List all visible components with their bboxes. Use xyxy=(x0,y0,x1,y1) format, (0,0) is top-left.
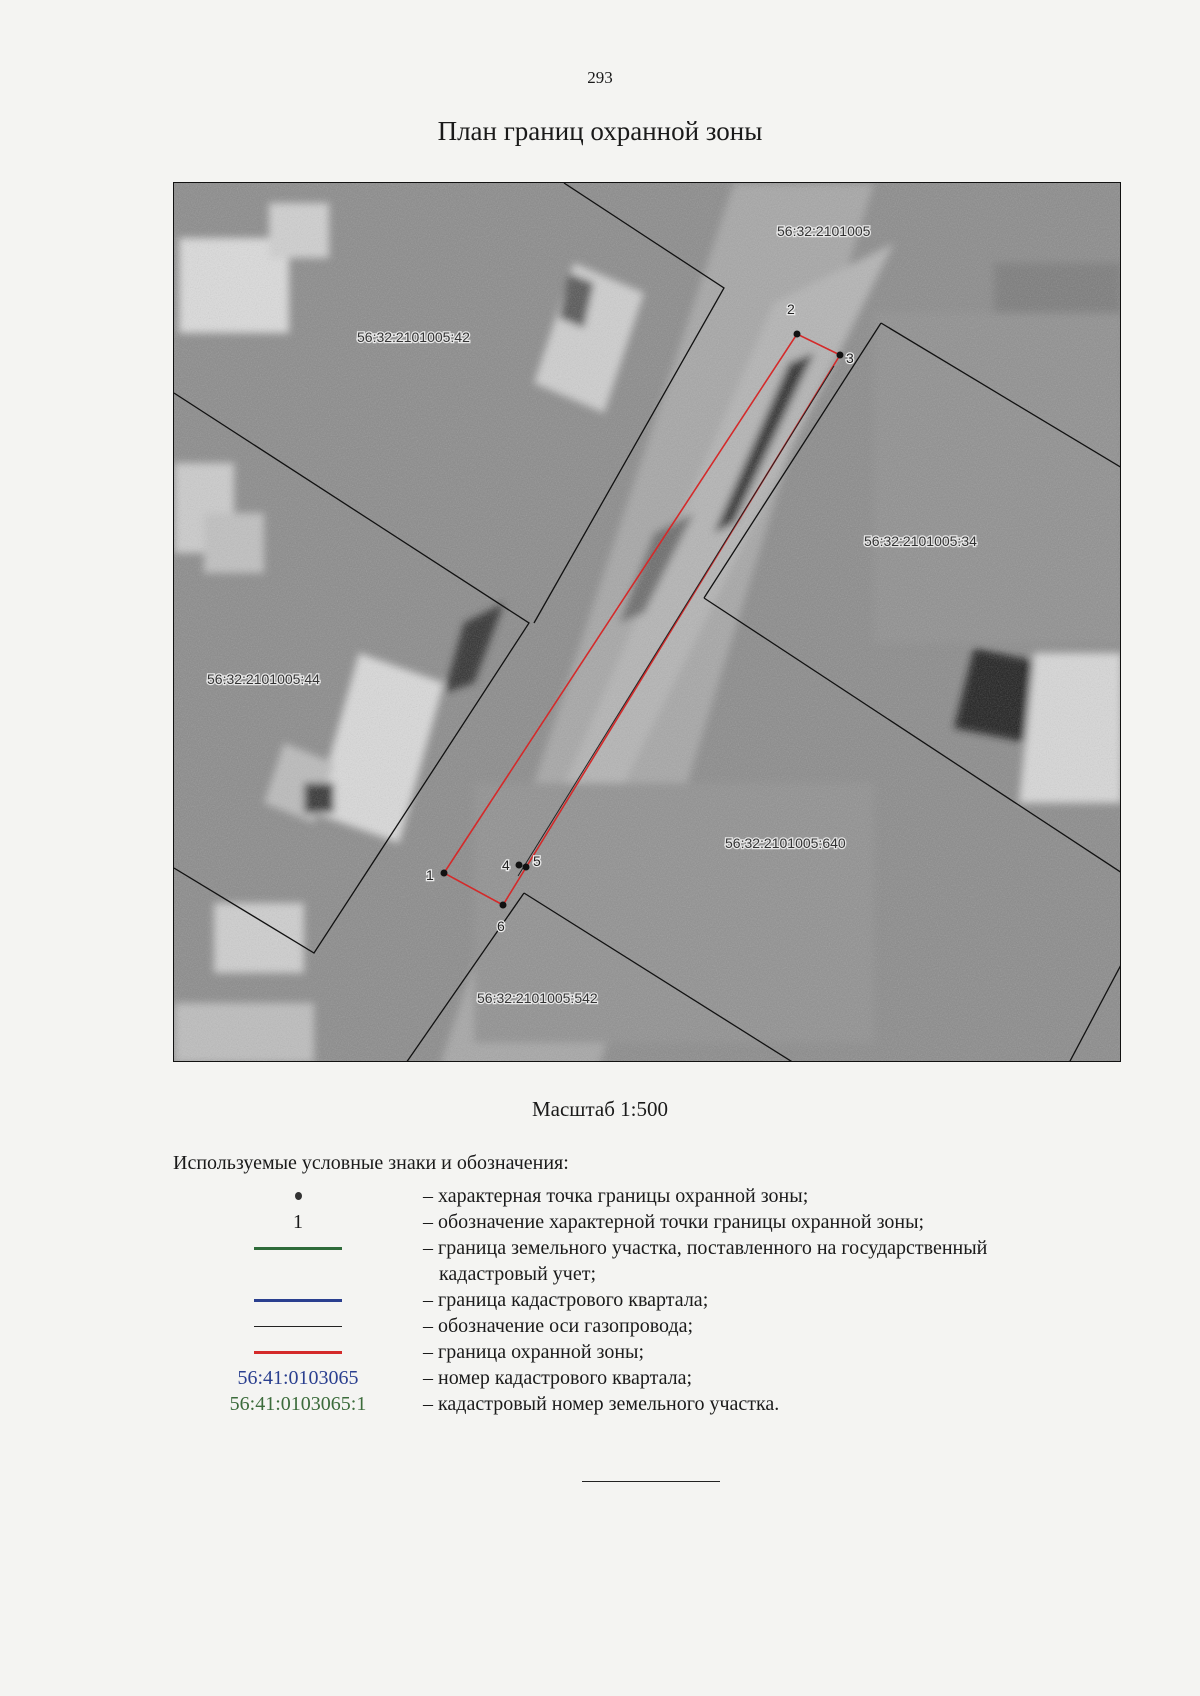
legend-heading: Используемые условные знаки и обозначения: xyxy=(173,1152,569,1174)
page-number: 293 xyxy=(587,68,613,87)
parcel-label: 56:32:2101005:34 xyxy=(864,533,977,549)
parcel-number-sample: 56:41:0103065:1 xyxy=(229,1393,367,1415)
document-title: План границ охранной зоны xyxy=(437,116,763,146)
point-number-symbol: 1 xyxy=(293,1211,303,1233)
legend-item xyxy=(173,1365,1133,1391)
legend-item xyxy=(173,1391,1133,1417)
map-scale: Масштаб 1:500 xyxy=(531,1097,668,1121)
map-frame xyxy=(173,182,1121,1062)
legend-item xyxy=(173,1287,1133,1313)
point-label: 6 xyxy=(497,918,505,934)
point-5-marker xyxy=(523,864,530,871)
parcel-label: 56:32:2101005:44 xyxy=(207,671,320,687)
end-divider xyxy=(582,1481,720,1482)
legend xyxy=(173,1183,1133,1417)
legend-item-text: – граница охранной зоны; xyxy=(423,1341,645,1363)
green-line-icon xyxy=(254,1247,342,1250)
quarter-label: 56:32:2101005 xyxy=(777,223,871,239)
legend-item xyxy=(173,1313,1133,1339)
legend-item xyxy=(173,1209,1133,1235)
aerial-imagery xyxy=(174,183,1121,1062)
point-label: 5 xyxy=(533,853,541,869)
point-label: 4 xyxy=(502,857,510,873)
legend-item xyxy=(173,1261,1133,1287)
point-1-marker xyxy=(441,870,448,877)
cadastral-map xyxy=(174,183,1121,1062)
legend-item xyxy=(173,1235,1133,1261)
point-label: 3 xyxy=(846,350,854,366)
red-line-icon xyxy=(254,1351,342,1354)
parcel-label: 56:32:2101005:542 xyxy=(477,990,598,1006)
legend-item-text: – номер кадастрового квартала; xyxy=(423,1367,693,1389)
blue-line-icon xyxy=(254,1299,342,1302)
legend-item-text: – кадастровый номер земельного участка. xyxy=(423,1393,780,1415)
legend-item-text: кадастровый учет; xyxy=(439,1263,597,1285)
point-marker-icon xyxy=(295,1192,302,1200)
parcel-label: 56:32:2101005:640 xyxy=(725,835,846,851)
legend-item-text: – характерная точка границы охранной зоны; xyxy=(423,1185,809,1207)
point-4-marker xyxy=(516,862,523,869)
point-label: 1 xyxy=(426,867,434,883)
legend-item xyxy=(173,1183,1133,1209)
legend-item-text: – граница земельного участка, поставленного на государственный xyxy=(423,1237,988,1259)
point-2-marker xyxy=(794,331,801,338)
legend-item xyxy=(173,1339,1133,1365)
point-label: 2 xyxy=(787,301,795,317)
legend-item-text: – обозначение оси газопровода; xyxy=(423,1315,694,1337)
legend-item-text: – граница кадастрового квартала; xyxy=(423,1289,709,1311)
black-line-icon xyxy=(254,1326,342,1327)
point-3-marker xyxy=(837,352,844,359)
point-6-marker xyxy=(500,902,507,909)
quarter-number-sample: 56:41:0103065 xyxy=(237,1367,359,1389)
parcel-label: 56:32:2101005:42 xyxy=(357,329,470,345)
legend-item-text: – обозначение характерной точки границы охранной зоны; xyxy=(423,1211,925,1233)
